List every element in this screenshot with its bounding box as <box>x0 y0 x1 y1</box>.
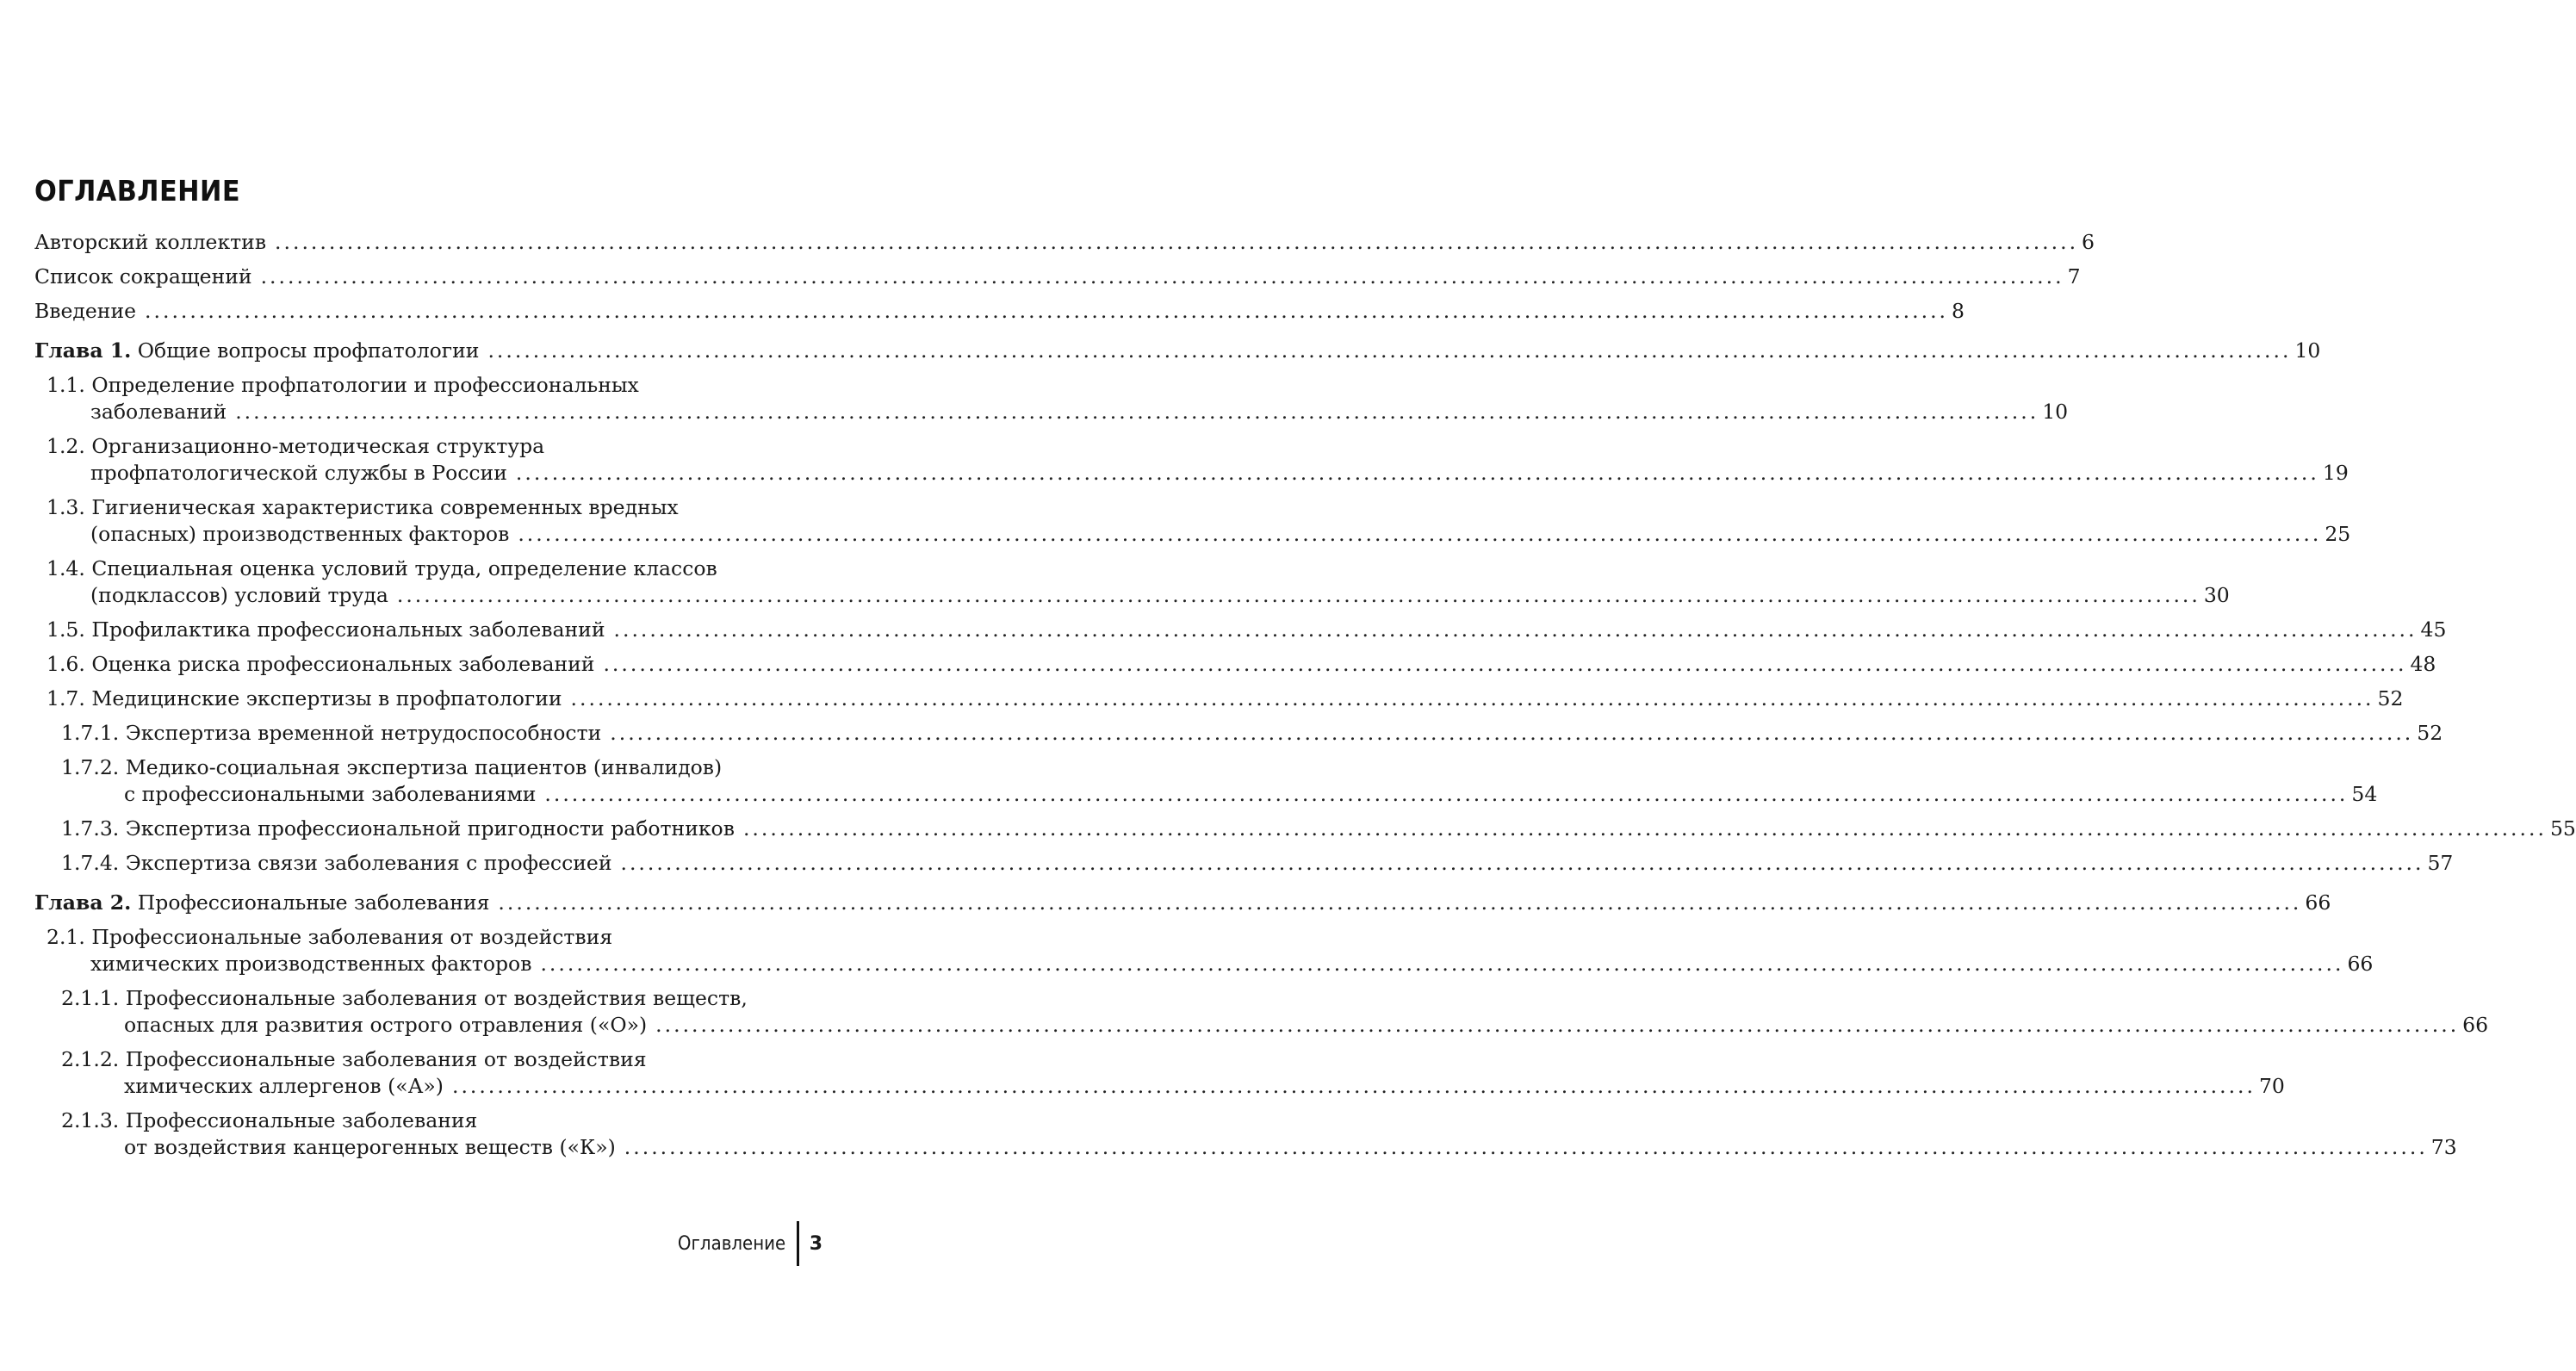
toc-entry-continuation: заболеваний <box>90 400 227 424</box>
toc-section-entry[interactable] <box>34 433 2349 487</box>
dot-leader: ........................................................................................................................................................................................................ <box>235 400 2039 424</box>
dot-leader: ........................................................................................................................................................................................................ <box>540 952 2344 976</box>
toc-entry-title: Медико-социальная экспертиза пациентов (инвалидов) <box>125 755 723 779</box>
section-number: 1.7. <box>47 686 85 710</box>
toc-entry-title: Профессиональные заболевания от воздействия веществ, <box>125 986 748 1010</box>
toc-subsection-entry[interactable] <box>34 1107 2457 1161</box>
toc-page-number: 73 <box>2430 1135 2457 1159</box>
toc-subsection-entry[interactable] <box>34 754 2378 808</box>
toc-entry-title: Профессиональные заболевания от воздействия <box>125 1047 647 1071</box>
toc-section-entry[interactable] <box>34 372 2069 425</box>
toc-entry[interactable] <box>34 229 2095 256</box>
toc-chapter-entry[interactable] <box>34 890 2331 916</box>
dot-leader: ........................................................................................................................................................................................................ <box>742 816 2547 841</box>
toc-entry-title: Оценка риска профессиональных заболеваний <box>91 652 595 676</box>
toc-page-number: 66 <box>2305 890 2331 915</box>
dot-leader: ........................................................................................................................................................................................................ <box>603 652 2407 676</box>
toc-entry-title: Экспертиза временной нетрудоспособности <box>125 721 602 745</box>
dot-leader: ........................................................................................................................................................................................................ <box>610 721 2414 745</box>
toc-page-number: 7 <box>2067 264 2081 288</box>
dot-leader: ........................................................................................................................................................................................................ <box>570 686 2374 710</box>
toc-entry-continuation: профпатологической службы в России <box>90 461 507 485</box>
toc-entry-title: Специальная оценка условий труда, определение классов <box>91 556 717 580</box>
section-number: 1.3. <box>47 495 85 519</box>
toc-entry[interactable] <box>34 298 1965 325</box>
dot-leader: ........................................................................................................................................................................................................ <box>498 890 2302 915</box>
toc-entry-title: Общие вопросы профпатологии <box>137 338 480 363</box>
section-number: 1.1. <box>47 373 85 397</box>
running-footer-label: Оглавление <box>678 1232 786 1255</box>
toc-entry-continuation: (подклассов) условий труда <box>90 583 388 607</box>
toc-page-number: 6 <box>2082 230 2095 254</box>
toc-page-number: 19 <box>2322 461 2349 485</box>
subsection-number: 1.7.4. <box>61 851 120 875</box>
dot-leader: ........................................................................................................................................................................................................ <box>451 1074 2256 1098</box>
toc-page-number: 10 <box>2294 338 2321 363</box>
toc-subsection-entry[interactable] <box>34 816 2576 842</box>
toc-page-number: 8 <box>1952 299 1965 323</box>
toc-section-entry[interactable] <box>34 555 2230 609</box>
toc-section-entry[interactable] <box>34 686 2404 712</box>
toc-page-number: 70 <box>2258 1074 2285 1098</box>
toc-subsection-entry[interactable] <box>34 850 2454 877</box>
toc-entry-title: Экспертиза связи заболевания с профессией <box>125 851 612 875</box>
toc-subsection-entry[interactable] <box>34 1046 2285 1100</box>
toc-entry-continuation: от воздействия канцерогенных веществ («К») <box>124 1135 616 1159</box>
page-title: ОГЛАВЛЕНИЕ <box>34 174 241 208</box>
dot-leader: ........................................................................................................................................................................................................ <box>515 461 2319 485</box>
toc-entry-title: Организационно-методическая структура <box>91 434 545 458</box>
section-number: 1.5. <box>47 617 85 642</box>
toc-subsection-entry[interactable] <box>34 720 2443 747</box>
toc-entry-title: Определение профпатологии и профессиональных <box>91 373 639 397</box>
toc-page-number: 55 <box>2549 816 2576 841</box>
subsection-number: 1.7.3. <box>61 816 120 841</box>
subsection-number: 2.1.1. <box>61 986 120 1010</box>
toc-entry-continuation: опасных для развития острого отравления («О») <box>124 1013 648 1037</box>
toc-page-number: 30 <box>2203 583 2230 607</box>
dot-leader: ........................................................................................................................................................................................................ <box>613 617 2418 642</box>
toc-subsection-entry[interactable] <box>34 985 2489 1039</box>
toc-section-entry[interactable] <box>34 924 2374 977</box>
toc-entry-title: Список сокращений <box>34 264 252 288</box>
dot-leader: ........................................................................................................................................................................................................ <box>145 299 1949 323</box>
section-number: 2.1. <box>47 925 85 949</box>
chapter-number: Глава 1. <box>34 338 132 363</box>
chapter-number: Глава 2. <box>34 890 132 915</box>
page-number: 3 <box>809 1232 822 1255</box>
footer-divider <box>797 1221 799 1266</box>
toc-page-number: 54 <box>2351 782 2378 806</box>
dot-leader: ........................................................................................................................................................................................................ <box>620 851 2424 875</box>
toc-page-number: 52 <box>2417 721 2443 745</box>
toc-entry[interactable] <box>34 264 2081 290</box>
toc-entry-continuation: химических аллергенов («А») <box>124 1074 444 1098</box>
toc-entry-title: Профессиональные заболевания <box>125 1108 478 1132</box>
dot-leader: ........................................................................................................................................................................................................ <box>487 338 2292 363</box>
toc-entry-continuation: (опасных) производственных факторов <box>90 522 510 546</box>
section-number: 1.2. <box>47 434 85 458</box>
toc-entry-title: Профессиональные заболевания от воздействия <box>91 925 613 949</box>
toc-entry-title: Профилактика профессиональных заболеваний <box>91 617 605 642</box>
toc-entry-title: Медицинские экспертизы в профпатологии <box>91 686 562 710</box>
subsection-number: 2.1.2. <box>61 1047 120 1071</box>
toc-page-number: 57 <box>2427 851 2454 875</box>
subsection-number: 1.7.1. <box>61 721 120 745</box>
toc-page-number: 45 <box>2420 617 2447 642</box>
toc-chapter-entry[interactable] <box>34 338 2321 364</box>
toc-section-entry[interactable] <box>34 617 2447 643</box>
toc-entry-continuation: химических производственных факторов <box>90 952 532 976</box>
dot-leader: ........................................................................................................................................................................................................ <box>396 583 2200 607</box>
toc-page-number: 25 <box>2325 522 2351 546</box>
dot-leader: ........................................................................................................................................................................................................ <box>655 1013 2460 1037</box>
running-footer <box>666 1221 822 1266</box>
toc-entry-title: Введение <box>34 299 137 323</box>
dot-leader: ........................................................................................................................................................................................................ <box>518 522 2322 546</box>
dot-leader: ........................................................................................................................................................................................................ <box>624 1135 2428 1159</box>
toc-section-entry[interactable] <box>34 651 2436 678</box>
toc-page-number: 66 <box>2462 1013 2489 1037</box>
toc-entry-title: Профессиональные заболевания <box>137 890 490 915</box>
toc-entry-continuation: с профессиональными заболеваниями <box>124 782 537 806</box>
section-number: 1.4. <box>47 556 85 580</box>
toc-page-number: 52 <box>2377 686 2404 710</box>
dot-leader: ........................................................................................................................................................................................................ <box>260 264 2064 288</box>
dot-leader: ........................................................................................................................................................................................................ <box>544 782 2349 806</box>
toc-entry-title: Гигиеническая характеристика современных вредных <box>91 495 679 519</box>
toc-entry-title: Экспертиза профессиональной пригодности работников <box>125 816 735 841</box>
section-number: 1.6. <box>47 652 85 676</box>
toc-page-number: 48 <box>2410 652 2436 676</box>
subsection-number: 2.1.3. <box>61 1108 120 1132</box>
toc-page-number: 10 <box>2042 400 2069 424</box>
toc-page-number: 66 <box>2347 952 2374 976</box>
dot-leader: ........................................................................................................................................................................................................ <box>275 230 2079 254</box>
table-of-contents <box>34 229 2576 1169</box>
toc-section-entry[interactable] <box>34 494 2351 548</box>
toc-entry-title: Авторский коллектив <box>34 230 267 254</box>
subsection-number: 1.7.2. <box>61 755 120 779</box>
